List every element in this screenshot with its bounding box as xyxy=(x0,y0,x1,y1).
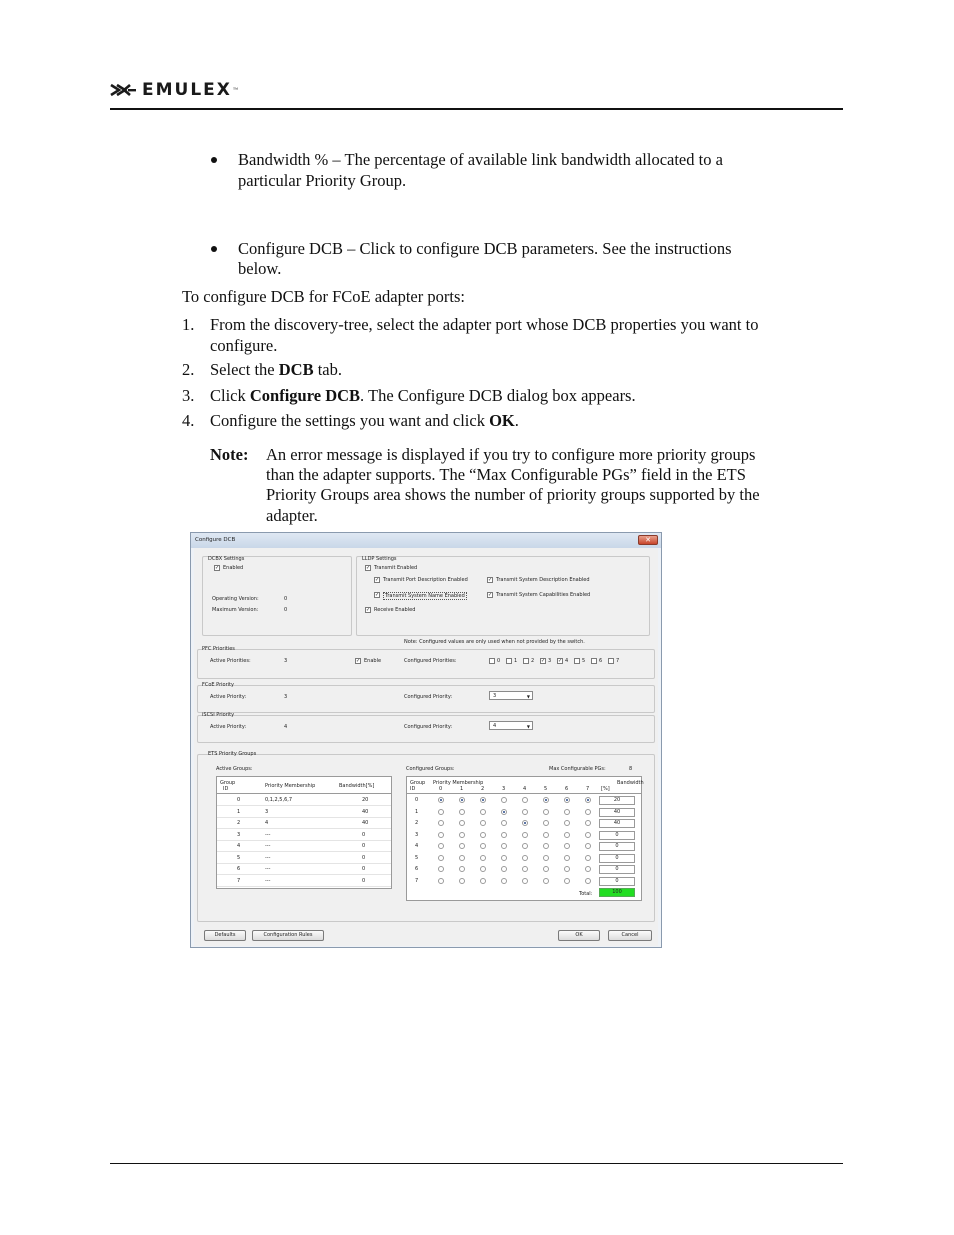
configured-groups-label: Configured Groups: xyxy=(406,766,455,772)
active-group-id: 3 xyxy=(237,831,241,838)
active-group-membership: 4 xyxy=(265,820,269,826)
bandwidth-input[interactable]: 0 xyxy=(599,831,635,840)
priority-radio[interactable] xyxy=(585,832,591,838)
priority-radio[interactable] xyxy=(585,797,591,803)
iscsi-active-label: Active Priority: xyxy=(210,724,247,730)
iscsi-active-value: 4 xyxy=(284,724,288,730)
defaults-button[interactable]: Defaults xyxy=(204,930,246,941)
bandwidth-input[interactable]: 40 xyxy=(599,819,635,828)
step-number: 3. xyxy=(182,386,195,405)
priority-radio[interactable] xyxy=(501,866,507,872)
priority-radio[interactable] xyxy=(459,832,465,838)
active-group-membership: --- xyxy=(265,831,271,838)
priority-radio[interactable] xyxy=(501,878,507,884)
step-number: 2. xyxy=(182,360,195,379)
fcoe-priority-select[interactable]: 3 ▼ xyxy=(489,691,533,700)
priority-radio[interactable] xyxy=(564,809,570,815)
system-capabilities-checkbox[interactable]: ✓ xyxy=(488,592,493,598)
priority-radio[interactable] xyxy=(480,820,486,826)
total-label: Total: xyxy=(579,891,593,897)
configured-group-id: 3 xyxy=(415,831,419,838)
system-capabilities-label: Transmit System Capabilities Enabled xyxy=(496,592,591,598)
configured-group-id: 6 xyxy=(415,866,419,872)
priority-checkbox-label: 5 xyxy=(582,658,586,664)
priority-radio[interactable] xyxy=(564,866,570,872)
note-text: Priority Groups area shows the number of priority groups supported by the xyxy=(266,485,760,504)
priority-radio[interactable] xyxy=(585,820,591,826)
priority-radio[interactable] xyxy=(564,832,570,838)
priority-radio[interactable] xyxy=(585,843,591,849)
priority-radio[interactable] xyxy=(543,797,549,803)
priority-column-header: 4 xyxy=(523,786,527,792)
priority-radio[interactable] xyxy=(438,820,444,826)
ets-label: ETS Priority Groups xyxy=(208,751,257,757)
priority-checkbox-label: 6 xyxy=(599,658,603,664)
priority-radio[interactable] xyxy=(564,843,570,849)
priority-radio[interactable] xyxy=(459,843,465,849)
bullet-dot xyxy=(211,157,217,163)
chevron-down-icon: ▼ xyxy=(526,694,530,699)
priority-column-header: 5 xyxy=(544,786,548,792)
port-description-checkbox[interactable]: ✓ xyxy=(375,577,380,583)
priority-checkbox[interactable] xyxy=(523,658,529,664)
lldp-label: LLDP Settings xyxy=(362,556,397,562)
priority-radio[interactable] xyxy=(585,866,591,872)
bandwidth-input[interactable]: 0 xyxy=(599,877,635,886)
configured-group-id: 5 xyxy=(415,854,419,861)
active-group-id: 7 xyxy=(237,877,241,884)
pfc-enable-label: Enable xyxy=(364,658,382,664)
pfc-label: PFC Priorities xyxy=(202,646,235,652)
priority-checkbox[interactable] xyxy=(506,658,512,664)
active-group-bandwidth: 0 xyxy=(362,843,366,849)
logo-text: EMULEX xyxy=(142,80,232,100)
max-pgs-label: Max Configurable PGs: xyxy=(549,766,606,772)
priority-radio[interactable] xyxy=(459,878,465,884)
bullet-text: Configure DCB – Click to configure DCB parameters. See the instructions xyxy=(238,239,732,258)
priority-radio[interactable] xyxy=(564,878,570,884)
chevron-down-icon: ▼ xyxy=(526,724,530,729)
priority-radio[interactable] xyxy=(459,820,465,826)
priority-checkbox[interactable] xyxy=(489,658,495,664)
priority-radio[interactable] xyxy=(501,843,507,849)
priority-radio[interactable] xyxy=(438,809,444,815)
active-group-bandwidth: 0 xyxy=(362,854,366,861)
priority-checkbox-label: 1 xyxy=(514,658,518,664)
active-group-bandwidth: 40 xyxy=(362,820,369,826)
system-description-label: Transmit System Description Enabled xyxy=(496,577,590,583)
bullet-text: below. xyxy=(238,259,282,278)
maximum-version-value: 0 xyxy=(284,607,288,613)
active-group-membership: --- xyxy=(265,866,271,872)
priority-radio[interactable] xyxy=(480,855,486,861)
bandwidth-input[interactable]: 40 xyxy=(599,808,635,817)
priority-radio[interactable] xyxy=(564,855,570,861)
active-group-id: 0 xyxy=(237,797,241,803)
priority-radio[interactable] xyxy=(480,866,486,872)
priority-radio[interactable] xyxy=(585,878,591,884)
priority-radio[interactable] xyxy=(522,843,528,849)
header-group: Group xyxy=(410,780,426,786)
priority-radio[interactable] xyxy=(564,820,570,826)
priority-radio[interactable] xyxy=(459,866,465,872)
priority-radio[interactable] xyxy=(543,866,549,872)
priority-column-header: 7 xyxy=(586,786,590,792)
priority-radio[interactable] xyxy=(501,797,507,803)
emulex-logo: EMULEX ™ xyxy=(110,80,238,100)
transmit-enabled-label: Transmit Enabled xyxy=(374,565,418,571)
priority-radio[interactable] xyxy=(543,809,549,815)
iscsi-label: iSCSI Priority xyxy=(202,712,235,718)
priority-radio[interactable] xyxy=(585,855,591,861)
header-percent: [%] xyxy=(601,786,610,792)
maximum-version-label: Maximum Version: xyxy=(212,607,259,613)
step-text: From the discovery-tree, select the adapter port whose DCB properties you want to xyxy=(210,315,759,334)
active-group-id: 2 xyxy=(237,820,241,826)
priority-radio[interactable] xyxy=(501,809,507,815)
header-group: Group xyxy=(220,780,236,786)
priority-radio[interactable] xyxy=(438,832,444,838)
configured-group-id: 1 xyxy=(415,808,419,815)
active-group-bandwidth: 0 xyxy=(362,866,366,872)
priority-radio[interactable] xyxy=(522,855,528,861)
active-groups-label: Active Groups: xyxy=(216,766,253,772)
configured-priorities-label: Configured Priorities: xyxy=(404,658,457,664)
active-group-bandwidth: 0 xyxy=(362,877,366,884)
active-group-membership: --- xyxy=(265,843,271,849)
ok-button[interactable]: OK xyxy=(558,930,600,941)
configured-group-id: 0 xyxy=(415,797,419,803)
priority-radio[interactable] xyxy=(459,855,465,861)
priority-radio[interactable] xyxy=(522,809,528,815)
priority-checkbox-label: 3 xyxy=(548,658,552,664)
priority-checkbox[interactable] xyxy=(608,658,614,664)
priority-radio[interactable] xyxy=(438,797,444,803)
port-description-label: Transmit Port Description Enabled xyxy=(383,577,468,583)
iscsi-configured-label: Configured Priority: xyxy=(404,724,453,730)
priority-radio[interactable] xyxy=(459,809,465,815)
active-group-membership: --- xyxy=(265,854,271,861)
pfc-enable-checkbox[interactable]: ✓ xyxy=(356,658,361,664)
bandwidth-input[interactable]: 0 xyxy=(599,865,635,874)
active-group-membership: 3 xyxy=(265,808,269,815)
step-text: Click Configure DCB. The Configure DCB dialog box appears. xyxy=(210,386,636,405)
system-name-label: Transmit System Name Enabled xyxy=(385,593,465,599)
bullet-dot xyxy=(211,246,217,252)
bullet-text: particular Priority Group. xyxy=(238,171,407,190)
active-group-id: 1 xyxy=(237,808,241,815)
note-text: adapter. xyxy=(266,506,318,525)
configured-group-id: 2 xyxy=(415,820,419,826)
priority-column-header: 3 xyxy=(502,786,506,792)
priority-radio[interactable] xyxy=(438,843,444,849)
active-group-bandwidth: 20 xyxy=(362,797,369,803)
dialog-body xyxy=(194,548,658,946)
priority-checkbox[interactable] xyxy=(591,658,597,664)
dialog-title: Configure DCB xyxy=(195,537,236,543)
priority-radio[interactable] xyxy=(501,855,507,861)
dialog-titlebar xyxy=(191,533,661,548)
priority-radio[interactable] xyxy=(501,832,507,838)
transmit-enabled-checkbox[interactable]: ✓ xyxy=(366,565,371,571)
priority-checkbox-label: 2 xyxy=(531,658,535,664)
priority-radio[interactable] xyxy=(522,878,528,884)
fcoe-active-value: 3 xyxy=(284,694,288,700)
priority-radio[interactable] xyxy=(543,843,549,849)
header-bandwidth: Bandwidth xyxy=(617,780,644,786)
active-groups-table xyxy=(216,776,392,889)
max-pgs-value: 8 xyxy=(629,766,633,772)
priority-radio[interactable] xyxy=(522,820,528,826)
priority-checkbox-label: 4 xyxy=(565,658,569,664)
cancel-button[interactable]: Cancel xyxy=(608,930,652,941)
priority-radio[interactable] xyxy=(522,832,528,838)
active-group-id: 6 xyxy=(237,866,241,872)
priority-radio[interactable] xyxy=(543,855,549,861)
fcoe-configured-label: Configured Priority: xyxy=(404,694,453,700)
configuration-rules-button[interactable]: Configuration Rules xyxy=(252,930,324,941)
pfc-active-value: 3 xyxy=(284,658,288,664)
priority-checkbox[interactable]: ✓ xyxy=(558,658,563,664)
operating-version-value: 0 xyxy=(284,596,288,602)
header-rule xyxy=(110,108,843,110)
header-membership: Priority Membership xyxy=(265,783,316,789)
active-group-bandwidth: 0 xyxy=(362,831,366,838)
priority-column-header: 0 xyxy=(439,786,443,792)
step-number: 1. xyxy=(182,315,195,334)
fcoe-active-label: Active Priority: xyxy=(210,694,247,700)
receive-enabled-label: Receive Enabled xyxy=(374,607,416,613)
operating-version-label: Operating Version: xyxy=(212,596,259,602)
note-text: An error message is displayed if you try to configure more priority groups xyxy=(266,445,756,464)
footer-rule xyxy=(110,1163,843,1164)
bandwidth-input[interactable]: 0 xyxy=(599,842,635,851)
step-text: Configure the settings you want and click OK. xyxy=(210,411,519,430)
header-id: ID xyxy=(410,786,416,792)
priority-radio[interactable] xyxy=(438,878,444,884)
close-icon[interactable]: ✕ xyxy=(638,535,658,545)
priority-radio[interactable] xyxy=(480,832,486,838)
bullet-text: Bandwidth % – The percentage of available link bandwidth allocated to a xyxy=(238,150,723,169)
fcoe-label: FCoE Priority xyxy=(202,682,234,688)
priority-checkbox[interactable]: ✓ xyxy=(541,658,546,664)
priority-radio[interactable] xyxy=(480,809,486,815)
priority-radio[interactable] xyxy=(543,878,549,884)
header-id: ID xyxy=(223,786,229,792)
active-group-membership: --- xyxy=(265,877,271,884)
step-text: Select the DCB tab. xyxy=(210,360,342,379)
dcbx-enabled-label: Enabled xyxy=(223,565,244,571)
configured-group-id: 7 xyxy=(415,877,419,884)
priority-radio[interactable] xyxy=(480,797,486,803)
priority-radio[interactable] xyxy=(522,797,528,803)
header-bandwidth: Bandwidth[%] xyxy=(339,783,375,789)
pfc-group xyxy=(197,649,655,679)
active-group-id: 5 xyxy=(237,854,241,861)
dcbx-enabled-checkbox[interactable]: ✓ xyxy=(215,565,220,571)
priority-column-header: 1 xyxy=(460,786,464,792)
configure-dcb-dialog xyxy=(190,532,662,948)
active-group-membership: 0,1,2,5,6,7 xyxy=(265,797,293,803)
priority-checkbox[interactable] xyxy=(574,658,580,664)
priority-checkbox-label: 0 xyxy=(497,658,501,664)
pfc-active-label: Active Priorities: xyxy=(210,658,251,664)
priority-radio[interactable] xyxy=(543,820,549,826)
priority-checkbox-label: 7 xyxy=(616,658,620,664)
dcbx-label: DCBX Settings xyxy=(208,556,245,562)
priority-column-header: 2 xyxy=(481,786,485,792)
emulex-logo-icon xyxy=(110,83,138,97)
iscsi-priority-select[interactable]: 4 ▼ xyxy=(489,721,533,730)
configured-group-id: 4 xyxy=(415,843,419,849)
system-description-checkbox[interactable]: ✓ xyxy=(488,577,493,583)
active-group-id: 4 xyxy=(237,843,241,849)
bandwidth-input[interactable]: 0 xyxy=(599,854,635,863)
priority-radio[interactable] xyxy=(501,820,507,826)
bandwidth-input[interactable]: 20 xyxy=(599,796,635,805)
priority-radio[interactable] xyxy=(459,797,465,803)
system-name-checkbox[interactable]: ✓ xyxy=(375,592,380,598)
priority-radio[interactable] xyxy=(480,878,486,884)
step-text: configure. xyxy=(210,336,278,355)
note-label: Note: xyxy=(210,445,249,464)
total-value: 100 xyxy=(599,888,635,897)
intro-text: To configure DCB for FCoE adapter ports: xyxy=(182,287,465,306)
priority-radio[interactable] xyxy=(438,866,444,872)
priority-radio[interactable] xyxy=(564,797,570,803)
priority-radio[interactable] xyxy=(480,843,486,849)
active-group-bandwidth: 40 xyxy=(362,808,369,815)
step-number: 4. xyxy=(182,411,195,430)
receive-enabled-checkbox[interactable]: ✓ xyxy=(366,607,371,613)
note-text: than the adapter supports. The “Max Configurable PGs” field in the ETS xyxy=(266,465,746,484)
priority-column-header: 6 xyxy=(565,786,569,792)
priority-radio[interactable] xyxy=(543,832,549,838)
configured-groups-table xyxy=(406,776,642,901)
header-membership: Priority Membership xyxy=(433,780,484,786)
config-note: Note: Configured values are only used when not provided by the switch. xyxy=(404,639,585,645)
priority-radio[interactable] xyxy=(522,866,528,872)
priority-radio[interactable] xyxy=(585,809,591,815)
priority-radio[interactable] xyxy=(438,855,444,861)
